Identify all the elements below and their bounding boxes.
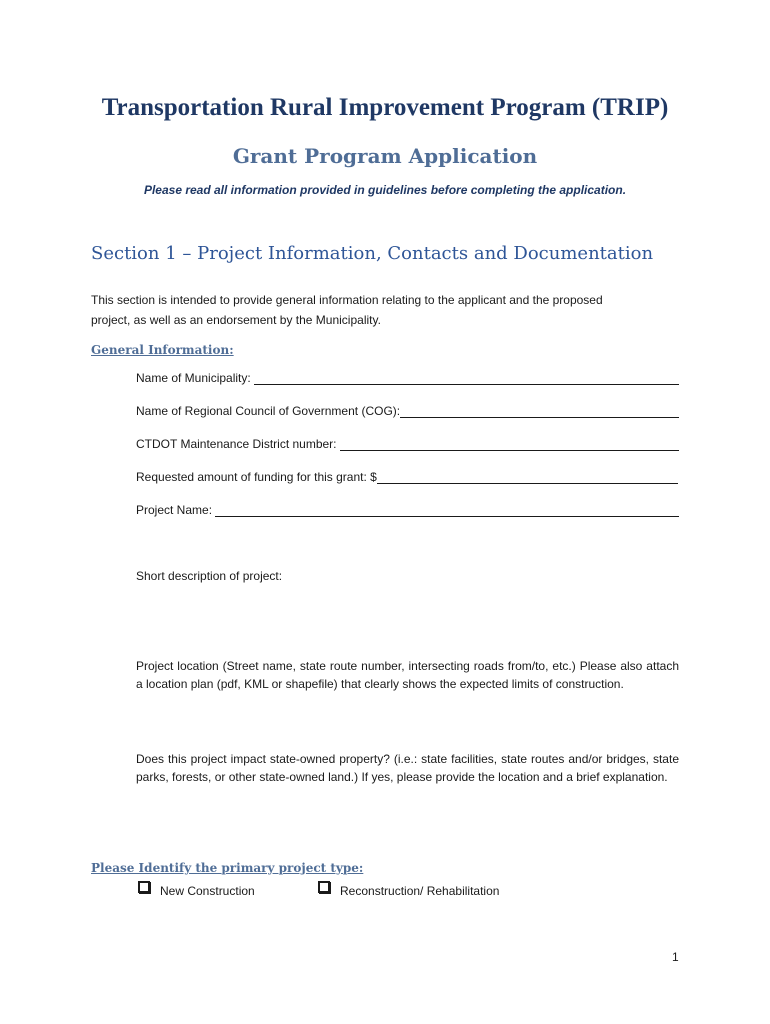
- short-description-label: Short description of project:: [136, 569, 283, 583]
- intro-line-2: project, as well as an endorsement by the Municipality.: [91, 313, 381, 327]
- document-subtitle: Grant Program Application: [232, 144, 538, 168]
- section-1-intro: [91, 290, 681, 330]
- project-name-field: [136, 501, 679, 517]
- checkbox-icon[interactable]: [138, 881, 150, 893]
- general-information-heading: General Information:: [91, 343, 234, 357]
- funding-amount-input[interactable]: [377, 470, 678, 484]
- intro-line-1: This section is intended to provide general information relating to the applicant and the proposed: [91, 293, 603, 307]
- municipality-input[interactable]: [254, 371, 679, 385]
- funding-amount-field: [136, 468, 678, 484]
- cog-field: [136, 402, 679, 418]
- funding-amount-label: Requested amount of funding for this grant: $: [136, 470, 377, 484]
- state-property-text: Does this project impact state-owned property? (i.e.: state facilities, state routes and/or bridges, state parks, forests, or other state-owned land.) If yes, please provide the location and a brief explanation.: [136, 752, 679, 784]
- project-name-label: Project Name:: [136, 503, 213, 517]
- option-reconstruction-label: Reconstruction/ Rehabilitation: [340, 884, 500, 898]
- district-number-field: [136, 435, 679, 451]
- option-reconstruction[interactable]: [318, 884, 499, 898]
- municipality-field: [136, 369, 679, 385]
- cog-input[interactable]: [400, 404, 679, 418]
- district-number-input[interactable]: [340, 437, 679, 451]
- option-new-construction-label: New Construction: [160, 884, 255, 898]
- page-number: 1: [672, 950, 679, 964]
- checkbox-icon[interactable]: [318, 881, 330, 893]
- project-location-text: Project location (Street name, state route number, intersecting roads from/to, etc.) Please also attach a location plan (pdf, KML or shapefile) that clearly shows the expected limits of construction.: [136, 659, 679, 691]
- municipality-label: Name of Municipality:: [136, 371, 251, 385]
- district-number-label: CTDOT Maintenance District number:: [136, 437, 337, 451]
- project-name-input[interactable]: [215, 503, 679, 517]
- project-type-heading: Please Identify the primary project type:: [91, 861, 364, 875]
- section-1-heading: Section 1 – Project Information, Contacts and Documentation: [91, 243, 654, 264]
- cog-label: Name of Regional Council of Government (COG):: [136, 404, 401, 418]
- document-title: Transportation Rural Improvement Program (TRIP): [101, 94, 669, 121]
- instructions-note: Please read all information provided in guidelines before completing the application.: [143, 183, 627, 197]
- option-new-construction[interactable]: [138, 884, 255, 898]
